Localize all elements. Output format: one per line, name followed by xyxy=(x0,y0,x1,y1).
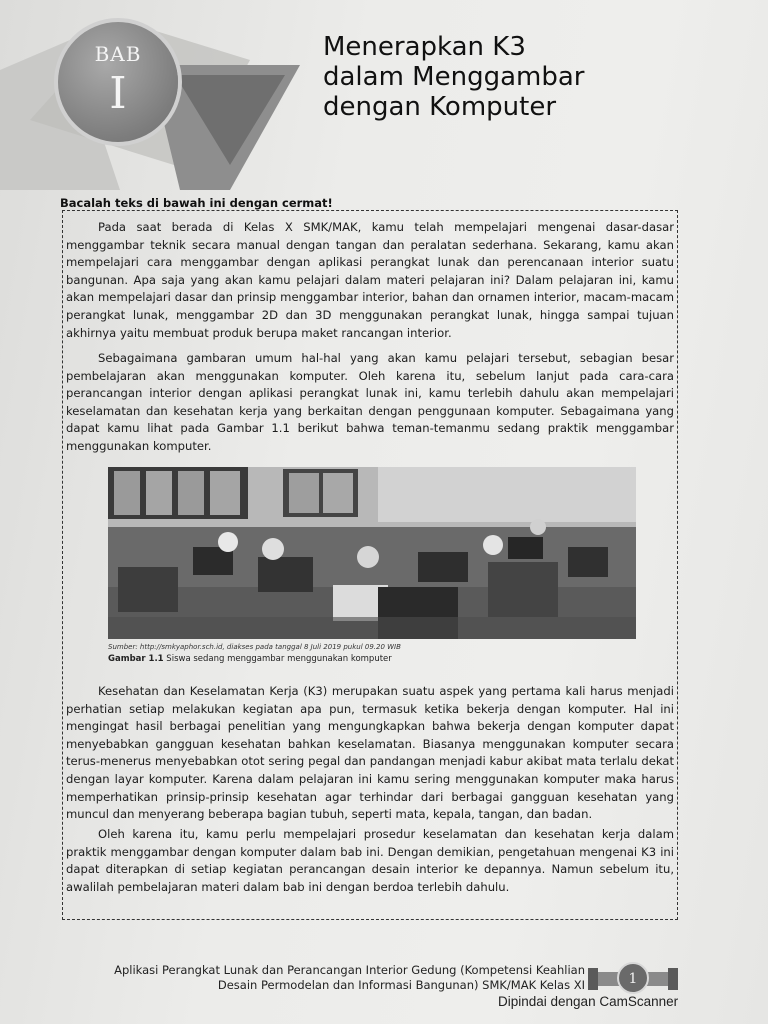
figure-caption xyxy=(108,654,392,664)
paragraph: Sebagaimana gambaran umum hal-hal yang akan kamu pelajari tersebut, sebagian besar pembelajaran akan menggunakan komputer. Oleh karena itu, sebelum lanjut pada cara-cara perancangan interior dengan aplikasi perangkat lunak ini, kamu terlebih dahulu akan mempelajari keselamatan dan kesehatan kerja yang berkaitan dengan penggunaan komputer. Sebagaimana yang dapat kamu lihat pada Gambar 1.1 berikut bahwa teman-temanmu sedang praktik menggambar menggunakan komputer. xyxy=(66,351,674,453)
chapter-title xyxy=(323,32,743,122)
scanner-watermark: Dipindai dengan CamScanner xyxy=(498,994,679,1009)
figure-caption-label: Gambar 1.1 xyxy=(108,654,164,664)
figure-source: Sumber: http://smkyaphor.sch.id, diakses pada tanggal 8 Juli 2019 pukul 09.20 WIB xyxy=(108,643,401,651)
footer-line: Desain Permodelan dan Informasi Bangunan) SMK/MAK Kelas XI xyxy=(217,978,585,992)
chapter-title-line: dalam Menggambar xyxy=(323,62,585,92)
chapter-label: BAB xyxy=(94,42,142,66)
classroom-photo xyxy=(108,467,636,639)
page-number: 1 xyxy=(628,971,638,987)
paragraph: Oleh karena itu, kamu perlu mempelajari prosedur keselamatan dan kesehatan kerja dalam praktik menggambar dengan komputer dalam bab ini. Dengan demikian, pengetahuan mengenai K3 ini dapat diterapkan di setiap kegiatan perancangan desain interior ke depannya. Namun sebelum itu, awalilah pembelajaran materi dalam bab ini dengan berdoa terlebih dahulu. xyxy=(66,827,674,894)
reading-instruction: Bacalah teks di bawah ini dengan cermat! xyxy=(60,196,333,210)
chapter-number: I xyxy=(109,68,127,119)
footer-book-title xyxy=(60,963,585,993)
figure-caption-text: Siswa sedang menggambar menggunakan komputer xyxy=(163,654,392,664)
paragraph: Pada saat berada di Kelas X SMK/MAK, kamu telah mempelajari mengenai dasar-dasar menggambar teknik secara manual dengan tangan dan peralatan sederhana. Sekarang, kamu akan mempelajari cara menggambar dengan aplikasi perangkat lunak dan perencanaan interior suatu bangunan. Apa saja yang akan kamu pelajari dalam materi pelajaran ini? Dalam pelajaran ini, kamu akan mempelajari dasar dan prinsip menggambar interior, bahan dan ornamen interior, macam-macam perangkat lunak, menggambar 2D dan 3D menggunakan perangkat lunak, hingga sampai tujuan akhirnya yaitu membuat produk berupa maket rancangan interior. xyxy=(66,220,674,340)
page-number-badge xyxy=(588,958,678,998)
footer-line: Aplikasi Perangkat Lunak dan Perancangan Interior Gedung (Kompetensi Keahlian xyxy=(114,963,585,977)
chapter-title-line: Menerapkan K3 xyxy=(323,32,526,62)
chapter-title-line: dengan Komputer xyxy=(323,92,557,122)
paragraph: Kesehatan dan Keselamatan Kerja (K3) merupakan suatu aspek yang pertama kali harus menjadi perhatian setiap melakukan kegiatan apa pun, termasuk ketika bekerja dengan komputer. Hal ini mengingat hasil berbagai penelitian yang mengungkapkan bahwa bekerja dengan komputer dapat menyebabkan gangguan kesehatan bahkan keselamatan. Biasanya menggunakan komputer secara terus-menerus menyebabkan otot sering pegal dan pandangan menjadi kabur akibat mata terlalu dekat dengan layar komputer. Karena dalam pelajaran ini kamu sering menggunakan komputer maka harus memperhatikan prinsip-prinsip kesehatan agar terhindar dari berbagai gangguan kesehatan yang muncul dan menyerang beberapa bagian tubuh, seperti mata, kepala, tangan, dan badan. xyxy=(66,684,674,822)
